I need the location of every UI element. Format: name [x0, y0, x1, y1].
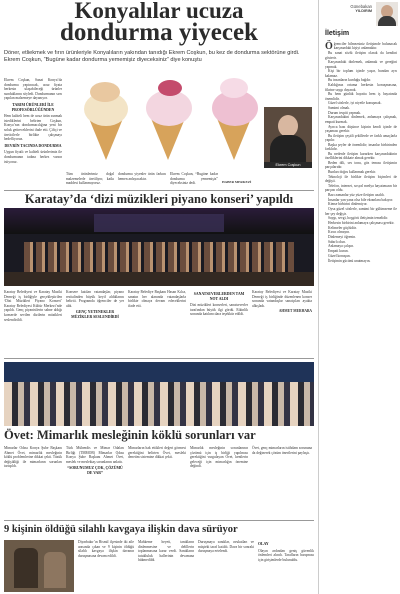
ice-column-1 [4, 78, 62, 164]
arch-column-4: Mimarlık mesleğinin sorunlarının çözümü için iş birliği yapılması gerektiğini vurgulayan Övet, kentlerin geleceği için mimarlığın önemine değindi. [190, 446, 248, 469]
column-paragraph: Bazı zamanlar yüz yüze iletişim azaldı. [328, 193, 385, 198]
ice-headline [4, 0, 314, 44]
ice-headline-line1: Konyalılar ucuza [74, 0, 244, 23]
author-last-name: YILDIRIM [355, 9, 372, 13]
column-paragraph: Sabırlı olun. [328, 239, 346, 244]
column-paragraph: Ayrıca bazı düşünce kişinin kendi içinde de yaşaması gerekir. [325, 124, 397, 133]
drop-cap: Ö [325, 41, 333, 52]
architects-headline: Övet: Mimarlık mesleğinin köklü sorunları var [4, 428, 256, 442]
architects-photo [4, 362, 314, 426]
column-paragraph: İletişimin gücünü unutmayın. [328, 258, 371, 263]
ice-byline: HABER MERKEZİ [222, 180, 252, 184]
column-paragraph: Bunları doğru kullanmak gerekir. [328, 170, 376, 175]
column-paragraph: Teknoloji ile birlikte iletişim biçimleri de değişti. [325, 174, 397, 184]
fight-subheading: OLAY [258, 542, 269, 546]
column-paragraph: Herkesin birbirini anlamaya çalışması gerekir. [328, 220, 395, 225]
piano-subheading-2: SANATSEVERLERDEN TAM NOT ALDI [193, 292, 245, 301]
ice-column-4: dondurma yiyenler ürün farkını hemen anlayacaktır. [118, 172, 166, 181]
divider [4, 520, 314, 521]
ice-column-5: Ekrem Coşkun, “Bugüne kadar dondurma yememişiz” diyeceksiniz dedi. [170, 172, 218, 186]
piano-col5-text: Karatay Belediyesi ve Karatay Musiki Derneği iş birliğinde düzenlenen konser sonunda vatandaşlar sanatçıları ayakta alkışladı. [252, 290, 312, 308]
divider [4, 358, 314, 359]
divider [4, 190, 314, 191]
fight-column-2: Mahkeme heyeti, tanıkların dinlenmesine ve delillerin toplanmasına karar verdi. Sanıkların tutukluluk hallerinin devamına hükmedildi. [138, 540, 194, 563]
arch-column-5: Övet, genç mimarların istihdam sorununa da değinerek çözüm önerilerini paylaştı. [252, 446, 312, 455]
column-paragraph: Güzel konuşun. [328, 253, 351, 258]
column-paragraph: Durum tespiti yapmak. [328, 110, 362, 115]
concert-photo [4, 208, 314, 286]
column-paragraph: Beden dili, ses tonu, göz teması iletişimin parçalarıdır. [325, 161, 397, 170]
ice-headline-line2: dondurma yiyecek [60, 19, 258, 46]
arch-column-3: Mimarların hak ettikleri değeri görmesi gerektiğini belirten Övet, mesleki denetim sistemine dikkat çekti. [128, 446, 186, 460]
column-paragraph: İnsanlar yan yana olsa bile ekranlara bakıyor. [328, 197, 394, 202]
photo-caption: Ekrem Coşkun [264, 162, 312, 168]
piano-headline: Karatay’da ‘dizi müzikleri piyano konseri’ yapıldı [24, 192, 294, 206]
fight-column-4 [258, 540, 314, 562]
column-paragraph: Karşınızdakini dinlemek, anlamaya çalışmak, empati kurmak. [325, 115, 397, 124]
fight-photo [4, 540, 74, 592]
ekrem-coskun-photo [264, 107, 312, 163]
column-paragraph: Bu iletişim çeşitli şekillerde ve farklı amaçlarla yapılır. [325, 133, 397, 143]
ice-col1-text-b: Hem kaliteli hem de ucuz ürün sunmak istediklerini belirten Coşkun, Konya’nın dondurmacılığına yeni bir soluk getireceklerini ifade etti. Çiftçi ve üreticilerle birlikte çalışmayı hedefliyoruz. [4, 114, 62, 142]
piano-column-2 [66, 290, 124, 322]
author-first-name: Günebakan [350, 4, 372, 9]
fight-col4-text: Olayın ardından geniş güvenlik önlemleri alındı. Tarafların barışması için girişimlerde bulunuldu. [258, 548, 314, 562]
column-paragraph: Bu sanat sözlü iletişim olarak da kendini gösterir. [325, 51, 397, 60]
column-paragraph: Bu nedenle iletişim kurarken karşınızdakinin özelliklerini dikkate almak gerekir. [325, 151, 397, 161]
ice-col2-text: Uygun fiyatlı ve kaliteli ürünlerimiz ile dondurmanın tadına herkes varsın istiyoruz. [4, 150, 62, 164]
piano-column-3: Karatay Belediye Başkanı Hasan Kılca, sanatın her alanında vatandaşlarla birlikte olmaya devam edeceklerini ifade etti. [128, 290, 186, 308]
arch-col2-text: Türk Mühendis ve Mimar Odaları Birliği (TMMOB) Mimarlar Odası Konya Şube Başkanı Ahmet Övet, meslek ve meslektaş sorunlarını anlattı. [66, 446, 124, 464]
column-paragraph: Empati kurun. [328, 249, 349, 254]
column-paragraph: Başka şeyler de önemlidir; insanlar birbirinden farklıdır. [325, 142, 397, 152]
ice-column-3: Tüm ürünlerimiz doğal malzemelerle üretiliyor, katkı maddesi kullanmıyoruz. [66, 172, 114, 186]
column-title: İletişim [325, 30, 350, 37]
column-paragraph: Anlamaya çalışın. [328, 244, 354, 249]
column-paragraph: Bu hem günlük hayatta hem iş hayatında önemlidir. [325, 92, 397, 101]
column-body [325, 42, 397, 263]
column-paragraph: Bu insanların kurduğu bağdır. [328, 78, 371, 83]
piano-column-4 [190, 290, 248, 317]
fight-column-1: Diyarbakır’ın Bismil ilçesinde iki aile arasında çıkan ve 9 kişinin öldüğü silahlı kavgaya ilişkin davanın duruşmasına devam edildi. [78, 540, 134, 558]
fight-column-3: Duruşmaya sanıklar, avukatları ve müşteki taraf katıldı. Dava bir sonraki duruşmaya ertelendi. [198, 540, 254, 554]
column-paragraph: Samimi olmak. [328, 106, 350, 111]
column-paragraph: Karşınızdaki dinlemek, anlamak ve gereğini yapmak. [325, 60, 397, 69]
arch-column-1: Mimarlar Odası Konya Şube Başkanı Ahmet Övet, mimarlık mesleğinin köklü problemlerine dikkat çekti. Tüzük değişikliği ile mimarların sorunları tartışıldı. [4, 446, 62, 469]
arch-column-2 [66, 446, 124, 478]
author-photo [376, 2, 398, 26]
piano-column-5 [252, 290, 312, 314]
ice-subheading-2: DEVRİN TACINDA DONDURMA [4, 143, 62, 148]
column-paragraph: Kelimeler güçlüdür. [328, 225, 357, 230]
ice-lead: Döner, etliekmek ve fırın ürünleriyle Konyalıların yakından tanıdığı Ekrem Coşkun, bu kez de dondurma sektörüne girdi. Ekrem Coşkun, “Bugüne kadar dondurma yememişiz diyeceksiniz” diye konuştu [4, 50, 300, 63]
column-paragraph: Oysa güzel sözlerle, samimi bir gülümseme ile her şey değişir. [325, 207, 397, 216]
column-paragraph: Kırıcı olmayın. [328, 230, 350, 235]
ice-col1-text-a: Ekrem Coşkun, Sanat Konya’da dondurma yaptıracak, ucuz fiyata herkesin ulaşabileceği ürünler sunduklarını söyledi. Dondurmanın sırrı yapılan malzemeye dayanıyor. [4, 78, 62, 101]
opinion-column [318, 0, 400, 594]
column-paragraph: Güzel sözlerle, iyi niyetle konuşmak. [328, 101, 382, 106]
piano-col2-text: Konsere katılan vatandaşlar, piyano resitalinden büyük keyif aldıklarını belirtti. Programda öğrenciler de yer aldı. [66, 290, 124, 308]
column-paragraph: Dinlemeyi öğrenin. [328, 235, 356, 240]
piano-subheading-1: GENÇ YETENEKLER MÜZİKLER SESLENDİRDİ [71, 310, 119, 319]
ice-subheading-1: TARIM ÜRÜNLERİ İLE PROFESÖRLÜĞÜNDEN [11, 102, 55, 112]
column-paragraph: Kimse birbirini dinlemiyor. [328, 202, 368, 207]
author-name [332, 4, 372, 13]
piano-col4-text: Dizi müzikleri konserleri, sanatseverler tarafından büyük ilgi gördü. Etkinlik sonunda katılımcılara teşekkür edildi. [190, 303, 248, 317]
fight-headline: 9 kişinin öldüğü silahlı kavgaya ilişkin dava sürüyor [4, 524, 238, 535]
column-paragraph: Saygı, sevgi, hoşgörü iletişimin temelidir. [328, 216, 388, 221]
column-paragraph: Kaldığınız ortama herkesin konuşmasına, fikrine saygı duyarak. [325, 83, 397, 92]
piano-byline: AHMET MERHABA [278, 309, 312, 314]
column-paragraph: Kişi bir toplum içinde yaşar, bundan ayrı kalamaz. [325, 69, 397, 78]
column-paragraph: Telefon, internet, sosyal medya hayatımızın bir parçası oldu. [325, 183, 397, 193]
arch-subheading-1: “SORUNUMUZ ÇOK, ÇÖZÜMÜ DE VAR” [67, 466, 123, 475]
piano-column-1: Karatay Belediyesi ve Karatay Musiki Derneği iş birliğiyle gerçekleştirilen ‘Dizi Müzikleri Piyano Konseri’ Karatay Belediyesi Kültür Merkezi’nde yapıldı. Genç piyanistlerin sahne aldığı konserde sevilen dizilerin müzikleri seslendirildi. [4, 290, 62, 322]
column-paragraph: Öğrenciler bilmezsiniz iletişimde bulunacak karşınızdaki kişiyi anlamaktır. [325, 41, 397, 52]
